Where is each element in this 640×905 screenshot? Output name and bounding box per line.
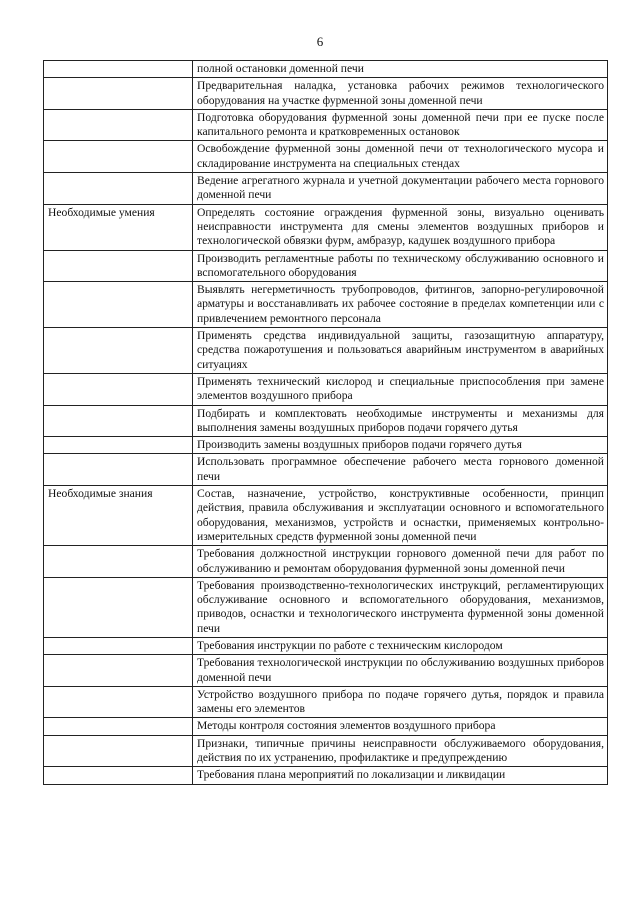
row-label bbox=[44, 655, 193, 687]
row-label bbox=[44, 109, 193, 141]
row-label bbox=[44, 405, 193, 437]
row-text: Требования производственно-технологических инструкций, регламентирующих обслуживание основного и вспомогательного оборудования, механизмов, приводов, оснастки и технологического инструмента фурменной зоны доменной печи bbox=[193, 577, 608, 637]
row-text: Ведение агрегатного журнала и учетной документации рабочего места горнового доменной печи bbox=[193, 173, 608, 205]
table-row bbox=[44, 405, 608, 437]
row-text: Состав, назначение, устройство, конструктивные особенности, принцип действия, правила обслуживания и эксплуатации основного и вспомогательного оборудования, механизмов, устройств и оснастки, применяемых контрольно-измерительных средств фурменной зоны доменной печи bbox=[193, 486, 608, 546]
row-label bbox=[44, 735, 193, 767]
row-text: полной остановки доменной печи bbox=[193, 61, 608, 78]
table-row bbox=[44, 109, 608, 141]
section-label-knowledge: Необходимые знания bbox=[44, 486, 193, 546]
table-row bbox=[44, 204, 608, 250]
row-text: Выявлять негерметичность трубопроводов, фитингов, запорно-регулировочной арматуры и восстанавливать их рабочее состояние в пределах компетенции или с привлечением ремонтного персонала bbox=[193, 282, 608, 328]
table-row bbox=[44, 637, 608, 654]
table-row bbox=[44, 577, 608, 637]
page-number: 6 bbox=[316, 34, 324, 49]
table-row bbox=[44, 767, 608, 784]
row-text: Требования инструкции по работе с техническим кислородом bbox=[193, 637, 608, 654]
row-text: Применять технический кислород и специальные приспособления при замене элементов воздушного прибора bbox=[193, 373, 608, 405]
table-row bbox=[44, 373, 608, 405]
table-row bbox=[44, 735, 608, 767]
row-label bbox=[44, 78, 193, 110]
section-label-skills: Необходимые умения bbox=[44, 204, 193, 250]
row-label bbox=[44, 282, 193, 328]
row-text: Применять средства индивидуальной защиты, газозащитную аппаратуру, средства пожаротушения и пользоваться аварийным инструментом в аварийных ситуациях bbox=[193, 328, 608, 374]
row-text: Подготовка оборудования фурменной зоны доменной печи при ее пуске после капитального ремонта и кратковременных остановок bbox=[193, 109, 608, 141]
row-text: Производить замены воздушных приборов подачи горячего дутья bbox=[193, 437, 608, 454]
table-row bbox=[44, 282, 608, 328]
table-row bbox=[44, 61, 608, 78]
table-row bbox=[44, 718, 608, 735]
row-label bbox=[44, 718, 193, 735]
table-row bbox=[44, 173, 608, 205]
row-text: Использовать программное обеспечение рабочего места горнового доменной печи bbox=[193, 454, 608, 486]
row-label bbox=[44, 173, 193, 205]
row-label bbox=[44, 328, 193, 374]
table-row bbox=[44, 250, 608, 282]
table-row bbox=[44, 78, 608, 110]
row-text: Подбирать и комплектовать необходимые инструменты и механизмы для выполнения замены воздушных приборов подачи горячего дутья bbox=[193, 405, 608, 437]
row-label bbox=[44, 767, 193, 784]
row-text: Предварительная наладка, установка рабочих режимов технологического оборудования на участке фурменной зоны доменной печи bbox=[193, 78, 608, 110]
table-row bbox=[44, 437, 608, 454]
row-label bbox=[44, 373, 193, 405]
table-row bbox=[44, 686, 608, 718]
row-text: Требования должностной инструкции горнового доменной печи для работ по обслуживанию и ремонтам оборудования фурменной зоны доменной печи bbox=[193, 546, 608, 578]
row-text: Признаки, типичные причины неисправности обслуживаемого оборудования, действия по их устранению, профилактике и предупреждению bbox=[193, 735, 608, 767]
row-text: Освобождение фурменной зоны доменной печи от технологического мусора и складирование инструмента на специальных стендах bbox=[193, 141, 608, 173]
row-text: Определять состояние ограждения фурменной зоны, визуально оценивать неисправности инструмента для смены элементов воздушных приборов и технологической обвязки фурм, амбразур, кадушек воздушного прибора bbox=[193, 204, 608, 250]
competency-table bbox=[43, 60, 608, 785]
table-row bbox=[44, 141, 608, 173]
row-label bbox=[44, 61, 193, 78]
row-label bbox=[44, 250, 193, 282]
row-label bbox=[44, 141, 193, 173]
row-label bbox=[44, 437, 193, 454]
row-label bbox=[44, 546, 193, 578]
row-text: Требования плана мероприятий по локализации и ликвидации bbox=[193, 767, 608, 784]
row-label bbox=[44, 686, 193, 718]
row-text: Устройство воздушного прибора по подаче горячего дутья, порядок и правила замены его элементов bbox=[193, 686, 608, 718]
table-row bbox=[44, 328, 608, 374]
row-label bbox=[44, 637, 193, 654]
table-row bbox=[44, 546, 608, 578]
table-row bbox=[44, 454, 608, 486]
row-label bbox=[44, 577, 193, 637]
row-label bbox=[44, 454, 193, 486]
row-text: Требования технологической инструкции по обслуживанию воздушных приборов доменной печи bbox=[193, 655, 608, 687]
table-row bbox=[44, 655, 608, 687]
row-text: Методы контроля состояния элементов воздушного прибора bbox=[193, 718, 608, 735]
table-row bbox=[44, 486, 608, 546]
row-text: Производить регламентные работы по техническому обслуживанию основного и вспомогательного оборудования bbox=[193, 250, 608, 282]
